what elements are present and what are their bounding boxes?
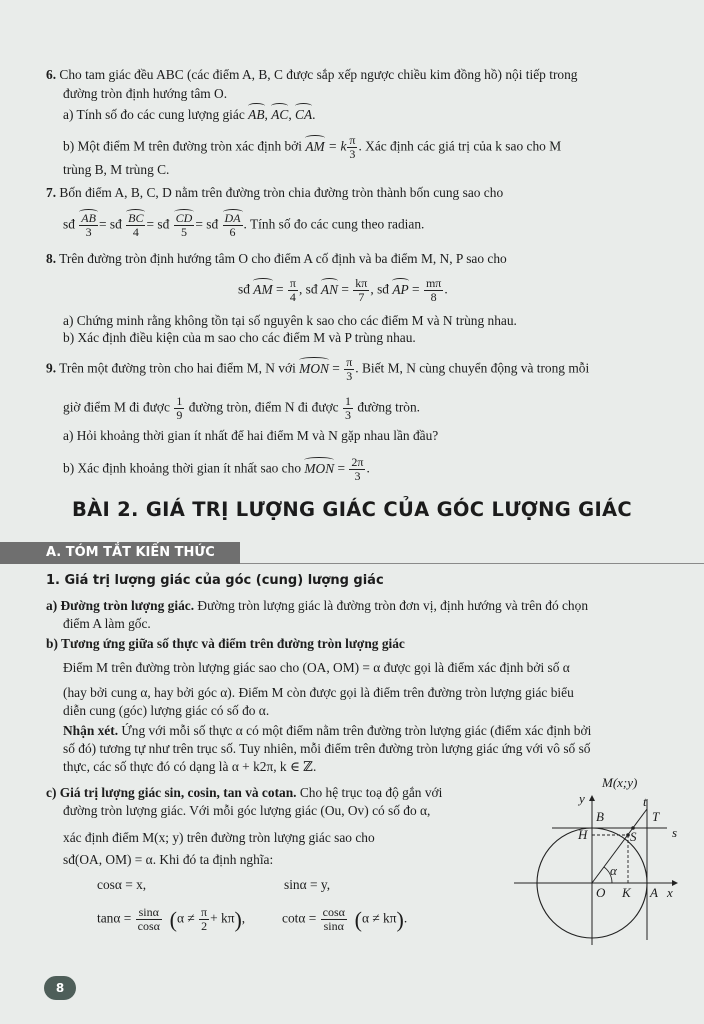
label-m: M(x;y) bbox=[602, 775, 638, 790]
x-arrow-icon bbox=[672, 880, 678, 886]
tan-definition: tanα = $\frac{\sin\alpha}{\cos\alpha}$ (α ≠ $\frac{\pi}{2}$ + kπ), bbox=[97, 905, 246, 933]
item-b-heading: b) Tương ứng giữa số thực và điểm trên đường tròn lượng giác bbox=[46, 636, 405, 651]
item-c-line4: sđ(OA, OM) = α. Khi đó ta định nghĩa: bbox=[63, 852, 274, 867]
item-b-line1: Điểm M trên đường tròn lượng giác sao cho (OA, OM) = α được gọi là điểm xác định bởi số α bbox=[63, 660, 570, 675]
exercise-8-line1: 8. Trên đường tròn định hướng tâm O cho điểm A cố định và ba điểm M, N, P sao cho bbox=[46, 251, 507, 266]
remark-line1: Nhận xét. Ứng với mỗi số thực α có một điểm nằm trên đường tròn lượng giác (điểm xác định bởi bbox=[63, 723, 592, 738]
item-b-line2: (hay bởi cung α, hay bởi góc α). Điểm M còn được gọi là điểm trên đường tròn lượng giác biểu bbox=[63, 685, 574, 700]
y-arrow-icon bbox=[589, 795, 595, 801]
exercise-6-line1: 6. Cho tam giác đều ABC (các điểm A, B, C được sắp xếp ngược chiều kim đồng hồ) nội tiếp trong bbox=[46, 67, 578, 82]
item-a-line2: điểm A làm gốc. bbox=[63, 616, 151, 631]
label-t: t bbox=[643, 794, 647, 809]
label-b: B bbox=[596, 809, 604, 824]
exercise-6-line2: đường tròn định hướng tâm O. bbox=[63, 86, 228, 101]
exercise-9-line1: 9. Trên một đường tròn cho hai điểm M, N với MON = $\frac{\pi}{3}$ . Biết M, N cùng chuyển động và trong mỗi bbox=[46, 355, 590, 383]
unit-circle-figure bbox=[512, 775, 682, 945]
label-s: S bbox=[630, 829, 637, 844]
exercise-7-eq: sđ $\frac{AB}{3}$ = sđ $\frac{BC}{4}$ = sđ $\frac{CD}{5}$ = sđ $\frac{DA}{6}$ . Tính số đo các cung theo radian. bbox=[63, 211, 425, 239]
exercise-9-a: a) Hỏi khoảng thời gian ít nhất để hai điểm M và N gặp nhau lần đầu? bbox=[63, 428, 439, 443]
item-a-line1: a) Đường tròn lượng giác. Đường tròn lượng giác là đường tròn đơn vị, định hướng và trên đó chọn bbox=[46, 598, 589, 613]
label-s-axis: s bbox=[672, 825, 678, 840]
item-b-line3: diễn cung (góc) lượng giác có số đo α. bbox=[63, 703, 270, 718]
label-y: y bbox=[579, 791, 585, 806]
section-band: A. TÓM TẮT KIẾN THỨC bbox=[0, 542, 240, 564]
exercise-6-a: a) Tính số đo các cung lượng giác AB, AC, CA. bbox=[63, 107, 316, 122]
remark-line3: thực, các số thực đó có dạng là α + k2π, k ∈ ℤ. bbox=[63, 759, 317, 774]
label-o: O bbox=[596, 885, 606, 900]
sin-definition: sinα = y, bbox=[284, 877, 331, 892]
label-alpha: α bbox=[610, 863, 617, 878]
item-c-line1: c) Giá trị lượng giác sin, cosin, tan và cotan. Cho hệ trục toạ độ gắn với bbox=[46, 785, 443, 800]
label-a: A bbox=[650, 885, 658, 900]
section-divider bbox=[240, 563, 704, 564]
item-c-line3: xác định điểm M(x; y) trên đường tròn lượng giác sao cho bbox=[63, 830, 375, 845]
exercise-8-eq: sđ AM = $\frac{\pi}{4}$ , sđ AN = $\frac{k\pi}{7}$ , sđ AP = $\frac{m\pi}{8}$ . bbox=[238, 276, 448, 304]
page-number: 8 bbox=[44, 976, 76, 1000]
exercise-6-b-line2: trùng B, M trùng C. bbox=[63, 162, 170, 177]
item-c-line2: đường tròn lượng giác. Với mỗi góc lượng giác (Ou, Ov) có số đo α, bbox=[63, 803, 431, 818]
label-k: K bbox=[622, 885, 631, 900]
exercise-9-line2: giờ điểm M đi được $\frac{1}{9}$ đường tròn, điểm N đi được $\frac{1}{3}$ đường tròn. bbox=[63, 394, 421, 422]
remark-line2: số đó) tương tự như trên trục số. Tuy nhiên, mỗi điểm trên đường tròn lượng giác ứng với vô số số bbox=[63, 741, 591, 756]
cot-definition: cotα = $\frac{\cos\alpha}{\sin\alpha}$ (α ≠ kπ). bbox=[282, 905, 408, 933]
label-big-t: T bbox=[652, 809, 660, 824]
exercise-7-line1: 7. Bốn điểm A, B, C, D nằm trên đường tròn chia đường tròn thành bốn cung sao cho bbox=[46, 185, 504, 200]
cos-definition: cosα = x, bbox=[97, 877, 147, 892]
label-h: H bbox=[578, 827, 588, 842]
label-x: x bbox=[667, 885, 673, 900]
exercise-8-a: a) Chứng minh rằng không tồn tại số nguyên k sao cho các điểm M và N trùng nhau. bbox=[63, 313, 517, 328]
exercise-8-b: b) Xác định điều kiện của m sao cho các điểm M và P trùng nhau. bbox=[63, 330, 416, 345]
heading-1: 1. Giá trị lượng giác của góc (cung) lượng giác bbox=[46, 573, 384, 588]
exercise-6-b: b) Một điểm M trên đường tròn xác định bởi AM = k $\frac{\pi}{3}$ . Xác định các giá trị của k sao cho M bbox=[63, 133, 562, 161]
exercise-9-b: b) Xác định khoảng thời gian ít nhất sao cho MON = $\frac{2\pi}{3}$ . bbox=[63, 455, 370, 483]
lesson-title: BÀI 2. GIÁ TRỊ LƯỢNG GIÁC CỦA GÓC LƯỢNG GIÁC bbox=[71, 498, 633, 521]
